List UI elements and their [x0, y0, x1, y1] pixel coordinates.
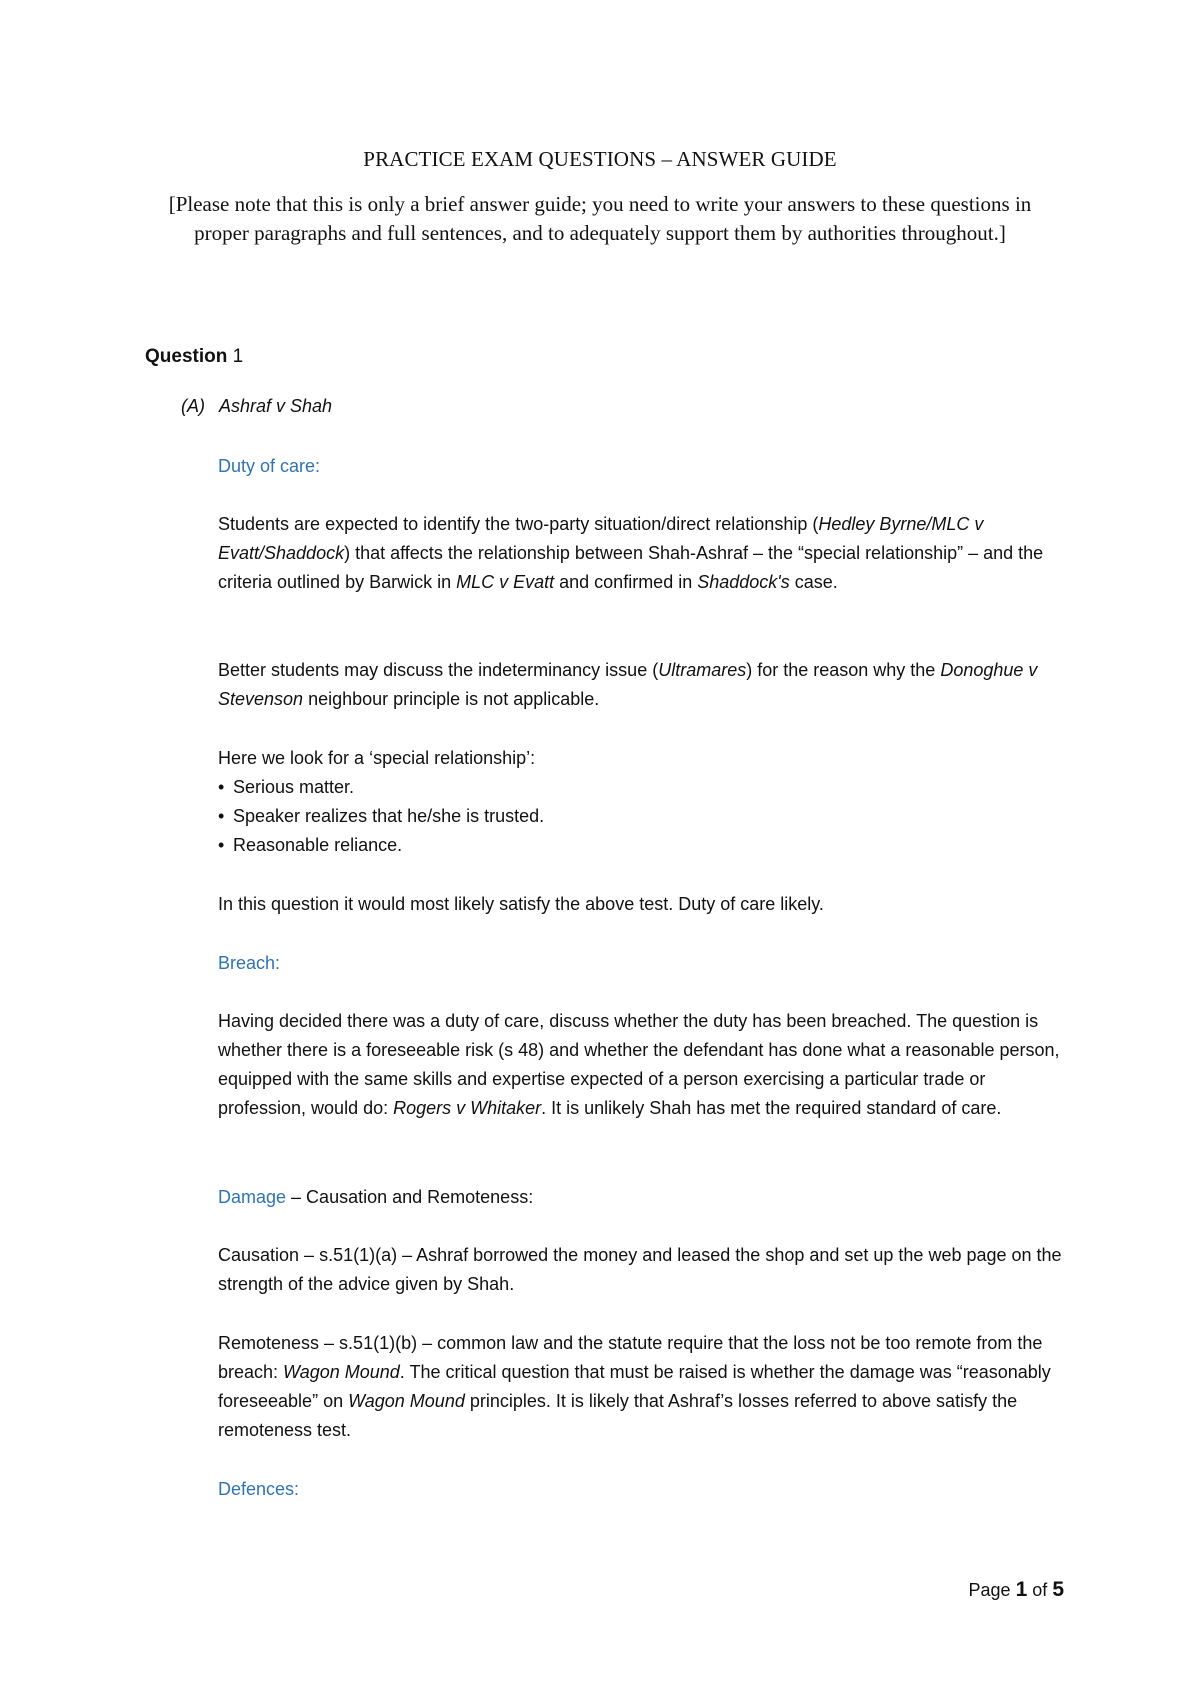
duty-of-care-heading: Duty of care: [218, 456, 321, 476]
duty-paragraph-2 [218, 656, 1068, 714]
duty-conclusion-text: In this question it would most likely satisfy the above test. Duty of care likely. [218, 894, 824, 914]
damage-heading: Damage [218, 1187, 287, 1207]
duty-p1-case-hedley: Hedley Byrne/MLC v Evatt/Shaddock [218, 514, 984, 563]
duty-p1-text-g: case. [789, 572, 838, 592]
special-relationship-intro: Here we look for a ‘special relationship’: [218, 748, 536, 768]
list-item-text: Reasonable reliance. [233, 835, 403, 855]
defences-heading-block [218, 1475, 1068, 1504]
remoteness-text-a: Remoteness – s.51(1)(b) – common law and the statute require that the loss not be too remote from the breach: [218, 1333, 1043, 1382]
damage-heading-block [218, 1183, 1068, 1212]
defences-heading: Defences: [218, 1479, 300, 1499]
duty-p2-text-e: neighbour principle is not applicable. [303, 689, 600, 709]
duty-p1-case-shaddock: Shaddock's [697, 572, 790, 592]
bullet-icon: • [218, 835, 225, 855]
answer-guide-note: [Please note that this is only a brief answer guide; you need to write your answers to these questions in proper paragraphs and full sentences, and to adequately support them by authorities throughout.] [168, 192, 1032, 245]
current-page-number: 1 [1015, 1578, 1028, 1601]
question-heading [145, 344, 243, 370]
duty-p1-text-a: Students are expected to identify the two-party situation/direct relationship ( [218, 514, 819, 534]
page-word: Page [968, 1580, 1011, 1600]
duty-p2-case-ultramares: Ultramares [658, 660, 747, 680]
question-number: 1 [232, 346, 244, 367]
duty-conclusion [218, 890, 1068, 919]
duty-p1-case-mlc: MLC v Evatt [456, 572, 555, 592]
list-item-text: Serious matter. [233, 777, 355, 797]
special-relationship-block [218, 744, 1068, 860]
duty-p1-text-e: and confirmed in [554, 572, 698, 592]
bullet-icon: • [218, 777, 225, 797]
breach-text-a: Having decided there was a duty of care, discuss whether the duty has been breached. The question is whether there is a foreseeable risk (s 48) and whether the defendant has done what a reasonable person, equipped with the same skills and expertise expected of a person exercising a particular trade or profession, would do: [218, 1011, 1060, 1118]
duty-p2-text-c: ) for the reason why the [746, 660, 941, 680]
duty-p2-case-donoghue: Donoghue v Stevenson [218, 660, 1038, 709]
sub-question-title: Ashraf v Shah [219, 396, 333, 416]
bullet-icon: • [218, 806, 225, 826]
causation-paragraph [218, 1241, 1068, 1299]
remoteness-text-c: . The critical question that must be raised is whether the damage was “reasonably foreseeable” on [218, 1362, 1051, 1411]
duty-p2-text-a: Better students may discuss the indeterminancy issue ( [218, 660, 659, 680]
document-title: PRACTICE EXAM QUESTIONS – ANSWER GUIDE [363, 147, 837, 171]
breach-heading: Breach: [218, 953, 281, 973]
of-word: of [1032, 1580, 1048, 1600]
damage-heading-rest: – Causation and Remoteness: [286, 1187, 534, 1207]
causation-text: Causation – s.51(1)(a) – Ashraf borrowed the money and leased the shop and set up the web page on the strength of the advice given by Shah. [218, 1245, 1062, 1294]
special-relationship-list [218, 773, 1068, 860]
page-number-footer [969, 1577, 1064, 1603]
breach-case-rogers: Rogers v Whitaker [393, 1098, 542, 1118]
breach-paragraph [218, 1007, 1068, 1123]
duty-paragraph-1 [218, 510, 1068, 597]
list-item [218, 802, 1068, 831]
duty-heading-block [218, 452, 1068, 481]
duty-p1-text-c: ) that affects the relationship between Shah-Ashraf – the “special relationship” – and the criteria outlined by Barwick in [218, 543, 1044, 592]
list-item-text: Speaker realizes that he/she is trusted. [233, 806, 545, 826]
total-pages-number: 5 [1052, 1578, 1064, 1601]
remoteness-case-wagon-2: Wagon Mound [348, 1391, 465, 1411]
list-item [218, 773, 1068, 802]
remoteness-paragraph [218, 1329, 1068, 1445]
sub-question-heading [181, 393, 332, 419]
list-item [218, 831, 1068, 860]
breach-heading-block [218, 949, 1068, 978]
sub-question-letter: (A) [181, 396, 205, 416]
remoteness-text-e: principles. It is likely that Ashraf’s losses referred to above satisfy the remoteness test. [218, 1391, 1018, 1440]
question-label: Question [145, 346, 228, 367]
remoteness-case-wagon-1: Wagon Mound [283, 1362, 400, 1382]
breach-text-c: . It is unlikely Shah has met the required standard of care. [541, 1098, 1002, 1118]
